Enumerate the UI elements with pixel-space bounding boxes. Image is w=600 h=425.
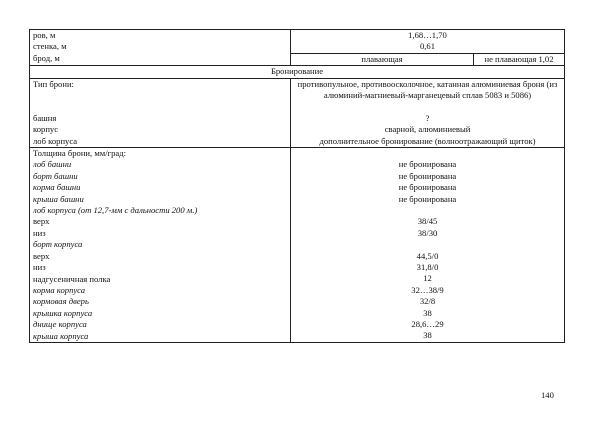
thickness-row-label: верх bbox=[33, 250, 50, 261]
armor-type-values-cell bbox=[291, 78, 565, 147]
thickness-row-value: 12 bbox=[423, 273, 432, 284]
thickness-values-cell bbox=[291, 148, 565, 343]
thickness-row-value bbox=[294, 239, 561, 250]
armor-header-row bbox=[30, 66, 565, 78]
thickness-row-value: 38/45 bbox=[417, 216, 438, 227]
thickness-row-value: 32…38/9 bbox=[411, 284, 444, 295]
thickness-value-list bbox=[294, 159, 561, 341]
thickness-label-list bbox=[33, 159, 287, 342]
thickness-row-label: крышка корпуса bbox=[33, 307, 93, 318]
thickness-row-label: корма корпуса bbox=[33, 284, 86, 295]
thickness-row-value: 38 bbox=[423, 307, 432, 318]
wall-value: 0,61 bbox=[419, 41, 436, 52]
obstacle-labels-cell bbox=[30, 30, 291, 66]
thickness-row-label: лоб башни bbox=[33, 159, 72, 170]
armor-thickness-row bbox=[30, 148, 565, 343]
wall-label: стенка, м bbox=[33, 41, 67, 52]
thickness-row-label: днище корпуса bbox=[33, 319, 87, 330]
thickness-row-label: борт корпуса bbox=[33, 239, 83, 250]
thickness-row-label: надгусеничная полка bbox=[33, 273, 111, 284]
armor-type-value: противопульное, противоосколочное, катанная алюминиевая броня (из алюминий-магниевый-марганецевый сплав 5083 и 5086) bbox=[297, 78, 558, 101]
trench-wall-values-cell bbox=[291, 30, 565, 54]
thickness-row-value: 31,8/0 bbox=[416, 262, 439, 273]
thickness-row-label: крыша башни bbox=[33, 193, 84, 204]
mobility-row bbox=[30, 30, 565, 54]
hull-label: корпус bbox=[33, 124, 59, 135]
armor-section-title: Бронирование bbox=[30, 66, 565, 78]
thickness-row-value: 44,5/0 bbox=[416, 250, 439, 261]
page-number: 140 bbox=[541, 390, 554, 400]
thickness-row-value: 28,6…29 bbox=[411, 319, 444, 330]
thickness-labels-cell bbox=[30, 148, 291, 343]
ford-nonfloating-value: не плавающая 1,02 bbox=[474, 53, 565, 65]
hull-front-value: дополнительное бронирование (волноотражающий щиток) bbox=[319, 135, 536, 146]
thickness-header: Толщина брони, мм/град: bbox=[33, 148, 126, 159]
turret-value: ? bbox=[425, 112, 430, 123]
armor-type-row bbox=[30, 78, 565, 147]
thickness-row-label: низ bbox=[33, 262, 46, 273]
specifications-table bbox=[29, 29, 565, 343]
thickness-row-label: кормовая дверь bbox=[33, 296, 89, 307]
thickness-row-label: крыша корпуса bbox=[33, 330, 89, 341]
armor-type-label: Тип брони: bbox=[33, 78, 74, 89]
ford-label: брод, м bbox=[33, 52, 60, 63]
thickness-row-label: лоб корпуса (от 12,7-мм с дальности 200 м.) bbox=[33, 205, 198, 216]
thickness-row-label: верх bbox=[33, 216, 50, 227]
hull-value: сварной, алюминиевый bbox=[384, 124, 471, 135]
thickness-row-value: не бронирована bbox=[398, 159, 457, 170]
trench-value: 1,68…1,70 bbox=[408, 30, 447, 40]
thickness-row-label: корма башни bbox=[33, 182, 81, 193]
turret-label: башня bbox=[33, 112, 57, 123]
thickness-row-value: 38 bbox=[423, 330, 432, 341]
thickness-row-label: борт башни bbox=[33, 170, 78, 181]
thickness-row-label: низ bbox=[33, 227, 46, 238]
thickness-row-value: не бронирована bbox=[398, 193, 457, 204]
ford-floating-value: плавающая bbox=[291, 53, 474, 65]
thickness-row-value: не бронирована bbox=[398, 182, 457, 193]
thickness-row-value: 38/30 bbox=[417, 227, 438, 238]
thickness-row-value: не бронирована bbox=[398, 170, 457, 181]
hull-front-label: лоб корпуса bbox=[33, 135, 78, 146]
thickness-row-value: 32/8 bbox=[419, 296, 436, 307]
thickness-row-value bbox=[294, 205, 561, 216]
trench-label: ров, м bbox=[33, 30, 56, 40]
armor-type-labels-cell bbox=[30, 78, 291, 147]
